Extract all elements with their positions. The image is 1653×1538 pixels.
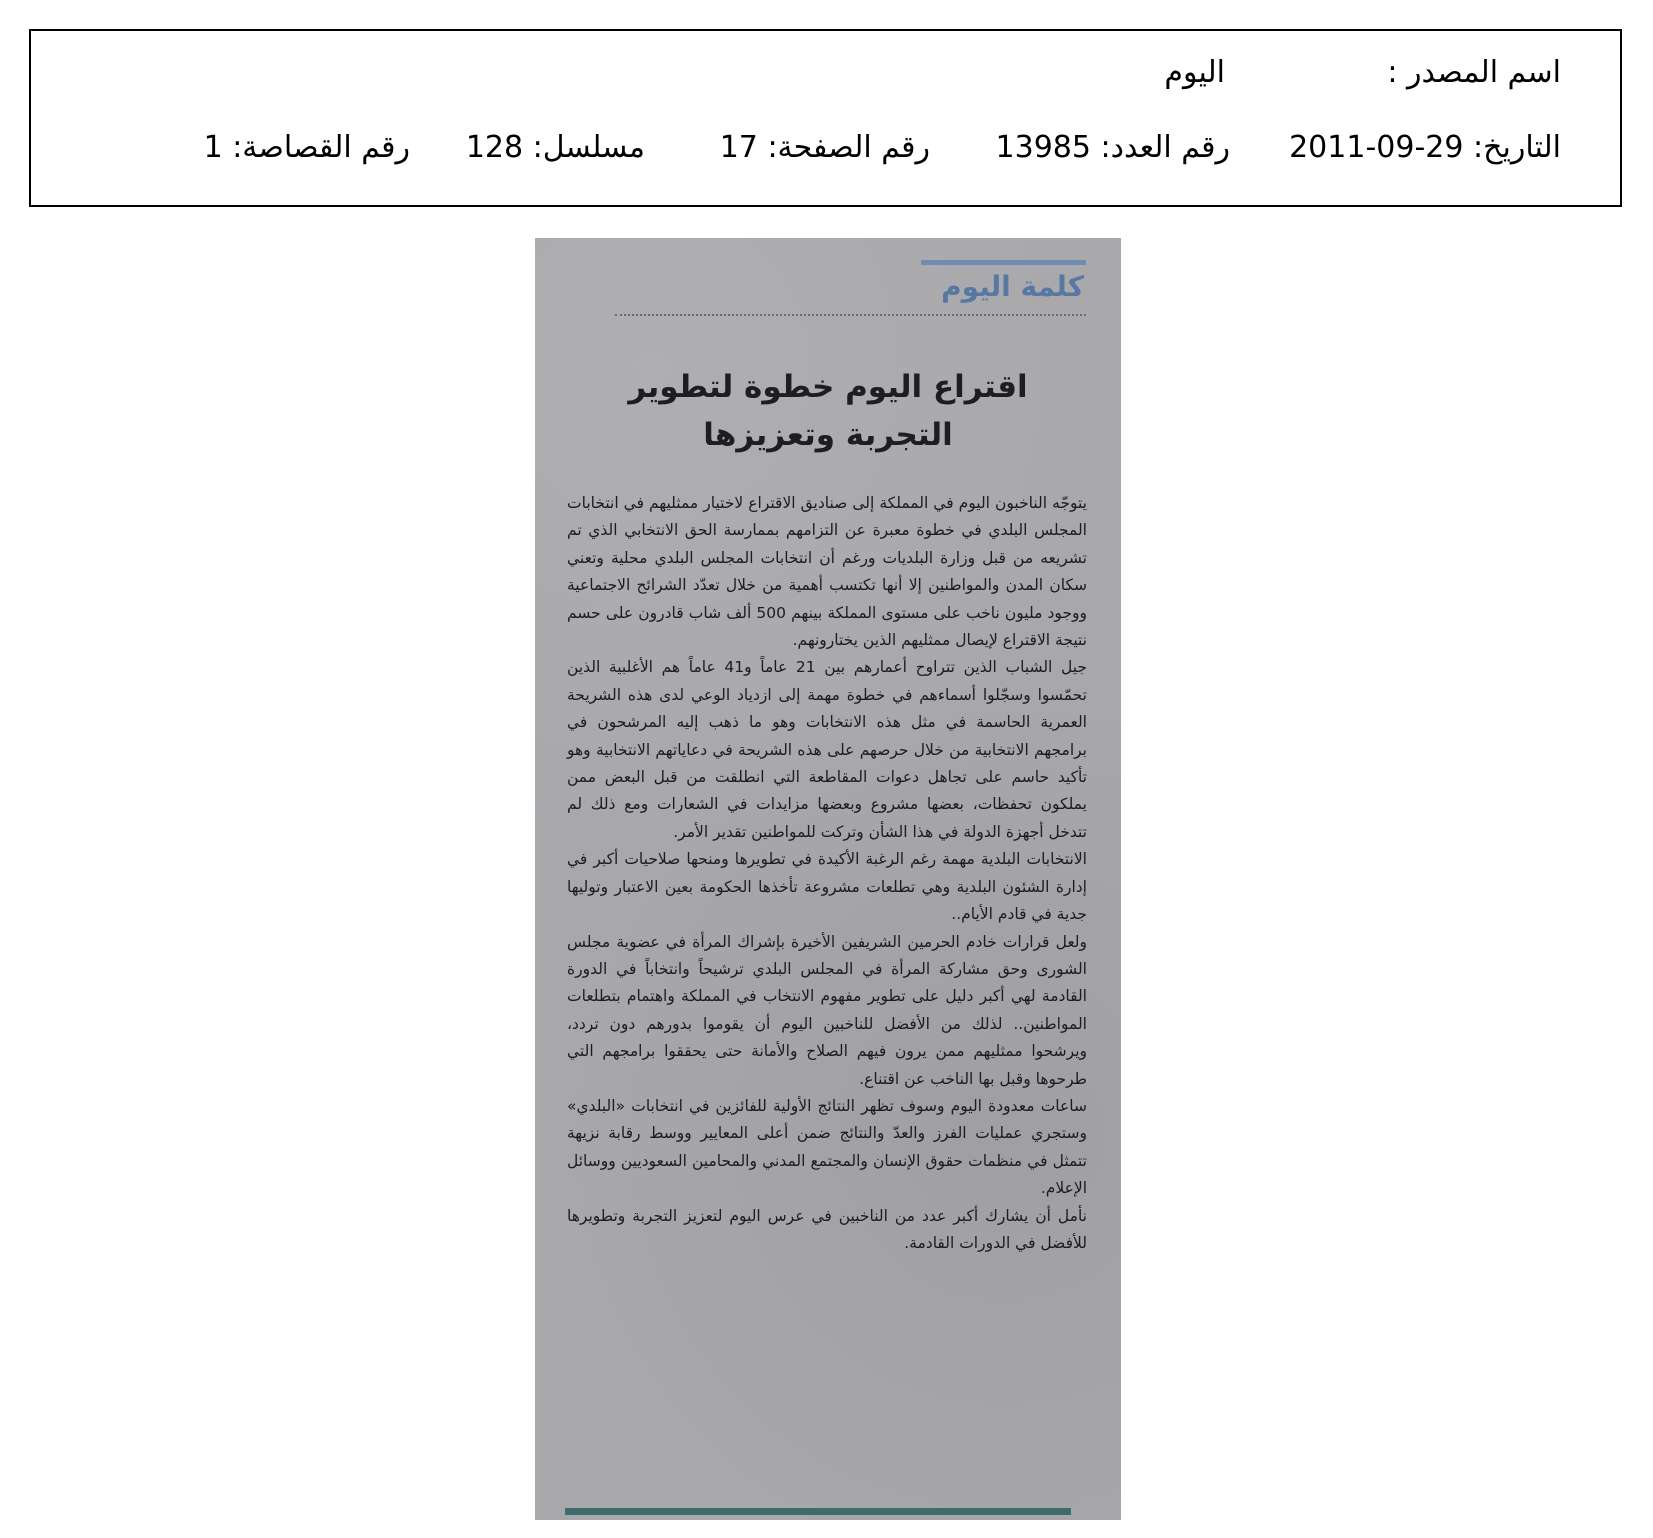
bottom-rule [565, 1508, 1071, 1515]
clip-number-field: رقم القصاصة: 1 [203, 130, 410, 165]
source-value: اليوم [1164, 55, 1225, 90]
page-number-field: رقم الصفحة: 17 [719, 130, 930, 165]
newspaper-clipping [535, 238, 1121, 1520]
date-field: التاريخ: 29-09-2011 [1289, 130, 1561, 165]
article-paragraph: ساعات معدودة اليوم وسوف تظهر النتائج الأولية للفائزين في انتخابات «البلدي» وستجري عمليات الفرز والعدّ والنتائج ضمن أعلى المعايير ووسط رقابة نزيهة تتمثل في منظمات حقوق الإنسان والمجتمع المدني والمحامين السعوديين ووسائل الإعلام. [567, 1096, 1087, 1198]
serial-number-field: مسلسل: 128 [465, 130, 645, 165]
dotted-divider [615, 314, 1086, 316]
article-body [567, 490, 1087, 1257]
article-paragraph: جيل الشباب الذين تتراوح أعمارهم بين 21 عاماً و41 عاماً هم الأغلبية الذين تحمّسوا وسجّلوا أسماءهم في خطوة مهمة إلى ازدياد الوعي لدى هذه الشريحة العمرية الحاسمة في مثل هذه الانتخابات وهو ما ذهب إليه المرشحون في برامجهم الانتخابية من خلال حرصهم على هذه الشريحة في دعاياتهم الانتخابية وهو تأكيد حاسم على تجاهل دعوات المقاطعة التي انطلقت من قبل البعض ممن يملكون تحفظات، بعضها مشروع وبعضها مزايدات في الشعارات ومع ذلك لم تتدخل أجهزة الدولة في هذا الشأن وتركت للمواطنين تقدير الأمر. [567, 658, 1087, 841]
article-headline: اقتراع اليوم خطوة لتطوير التجربة وتعزيزها [628, 369, 1028, 453]
column-title: كلمة اليوم [941, 270, 1084, 303]
source-label: اسم المصدر : [1387, 55, 1561, 90]
issue-number-field: رقم العدد: 13985 [995, 130, 1230, 165]
article-paragraph: ولعل قرارات خادم الحرمين الشريفين الأخيرة بإشراك المرأة في عضوية مجلس الشورى وحق مشاركة المرأة في المجلس البلدي ترشيحاً وانتخاباً في الدورة القادمة لهي أكبر دليل على تطوير مفهوم الانتخاب في المملكة واهتمام بتطلعات المواطنين.. لذلك من الأفضل للناخبين اليوم أن يقوموا بدورهم دون تردد، ويرشحوا ممثليهم ممن يرون فيهم الصلاح والأمانة حتى يحققوا برامجهم التي طرحوها وقبل بها الناخب عن اقتناع. [567, 932, 1087, 1088]
column-title-rule [921, 260, 1086, 265]
clipping-info-header [29, 29, 1622, 207]
article-paragraph: الانتخابات البلدية مهمة رغم الرغبة الأكيدة في تطويرها ومنحها صلاحيات أكبر في إدارة الشئون البلدية وهي تطلعات مشروعة تأخذها الحكومة بعين الاعتبار وتوليها جدية في قادم الأيام.. [567, 850, 1087, 924]
article-paragraph: يتوجّه الناخبون اليوم في المملكة إلى صناديق الاقتراع لاختيار ممثليهم في انتخابات المجلس البلدي في خطوة معبرة عن التزامهم بممارسة الحق الانتخابي الذي تم تشريعه من قبل وزارة البلديات ورغم أن انتخابات المجلس البلدي محلية وتعني سكان المدن والمواطنين إلا أنها تكتسب أهمية من خلال تعدّد الشرائح الاجتماعية ووجود مليون ناخب على مستوى المملكة بينهم 500 ألف شاب قادرون على حسم نتيجة الاقتراع لإيصال ممثليهم الذين يختارونهم. [567, 494, 1087, 650]
article-paragraph: نأمل أن يشارك أكبر عدد من الناخبين في عرس اليوم لتعزيز التجربة وتطويرها للأفضل في الدورات القادمة. [567, 1206, 1087, 1252]
